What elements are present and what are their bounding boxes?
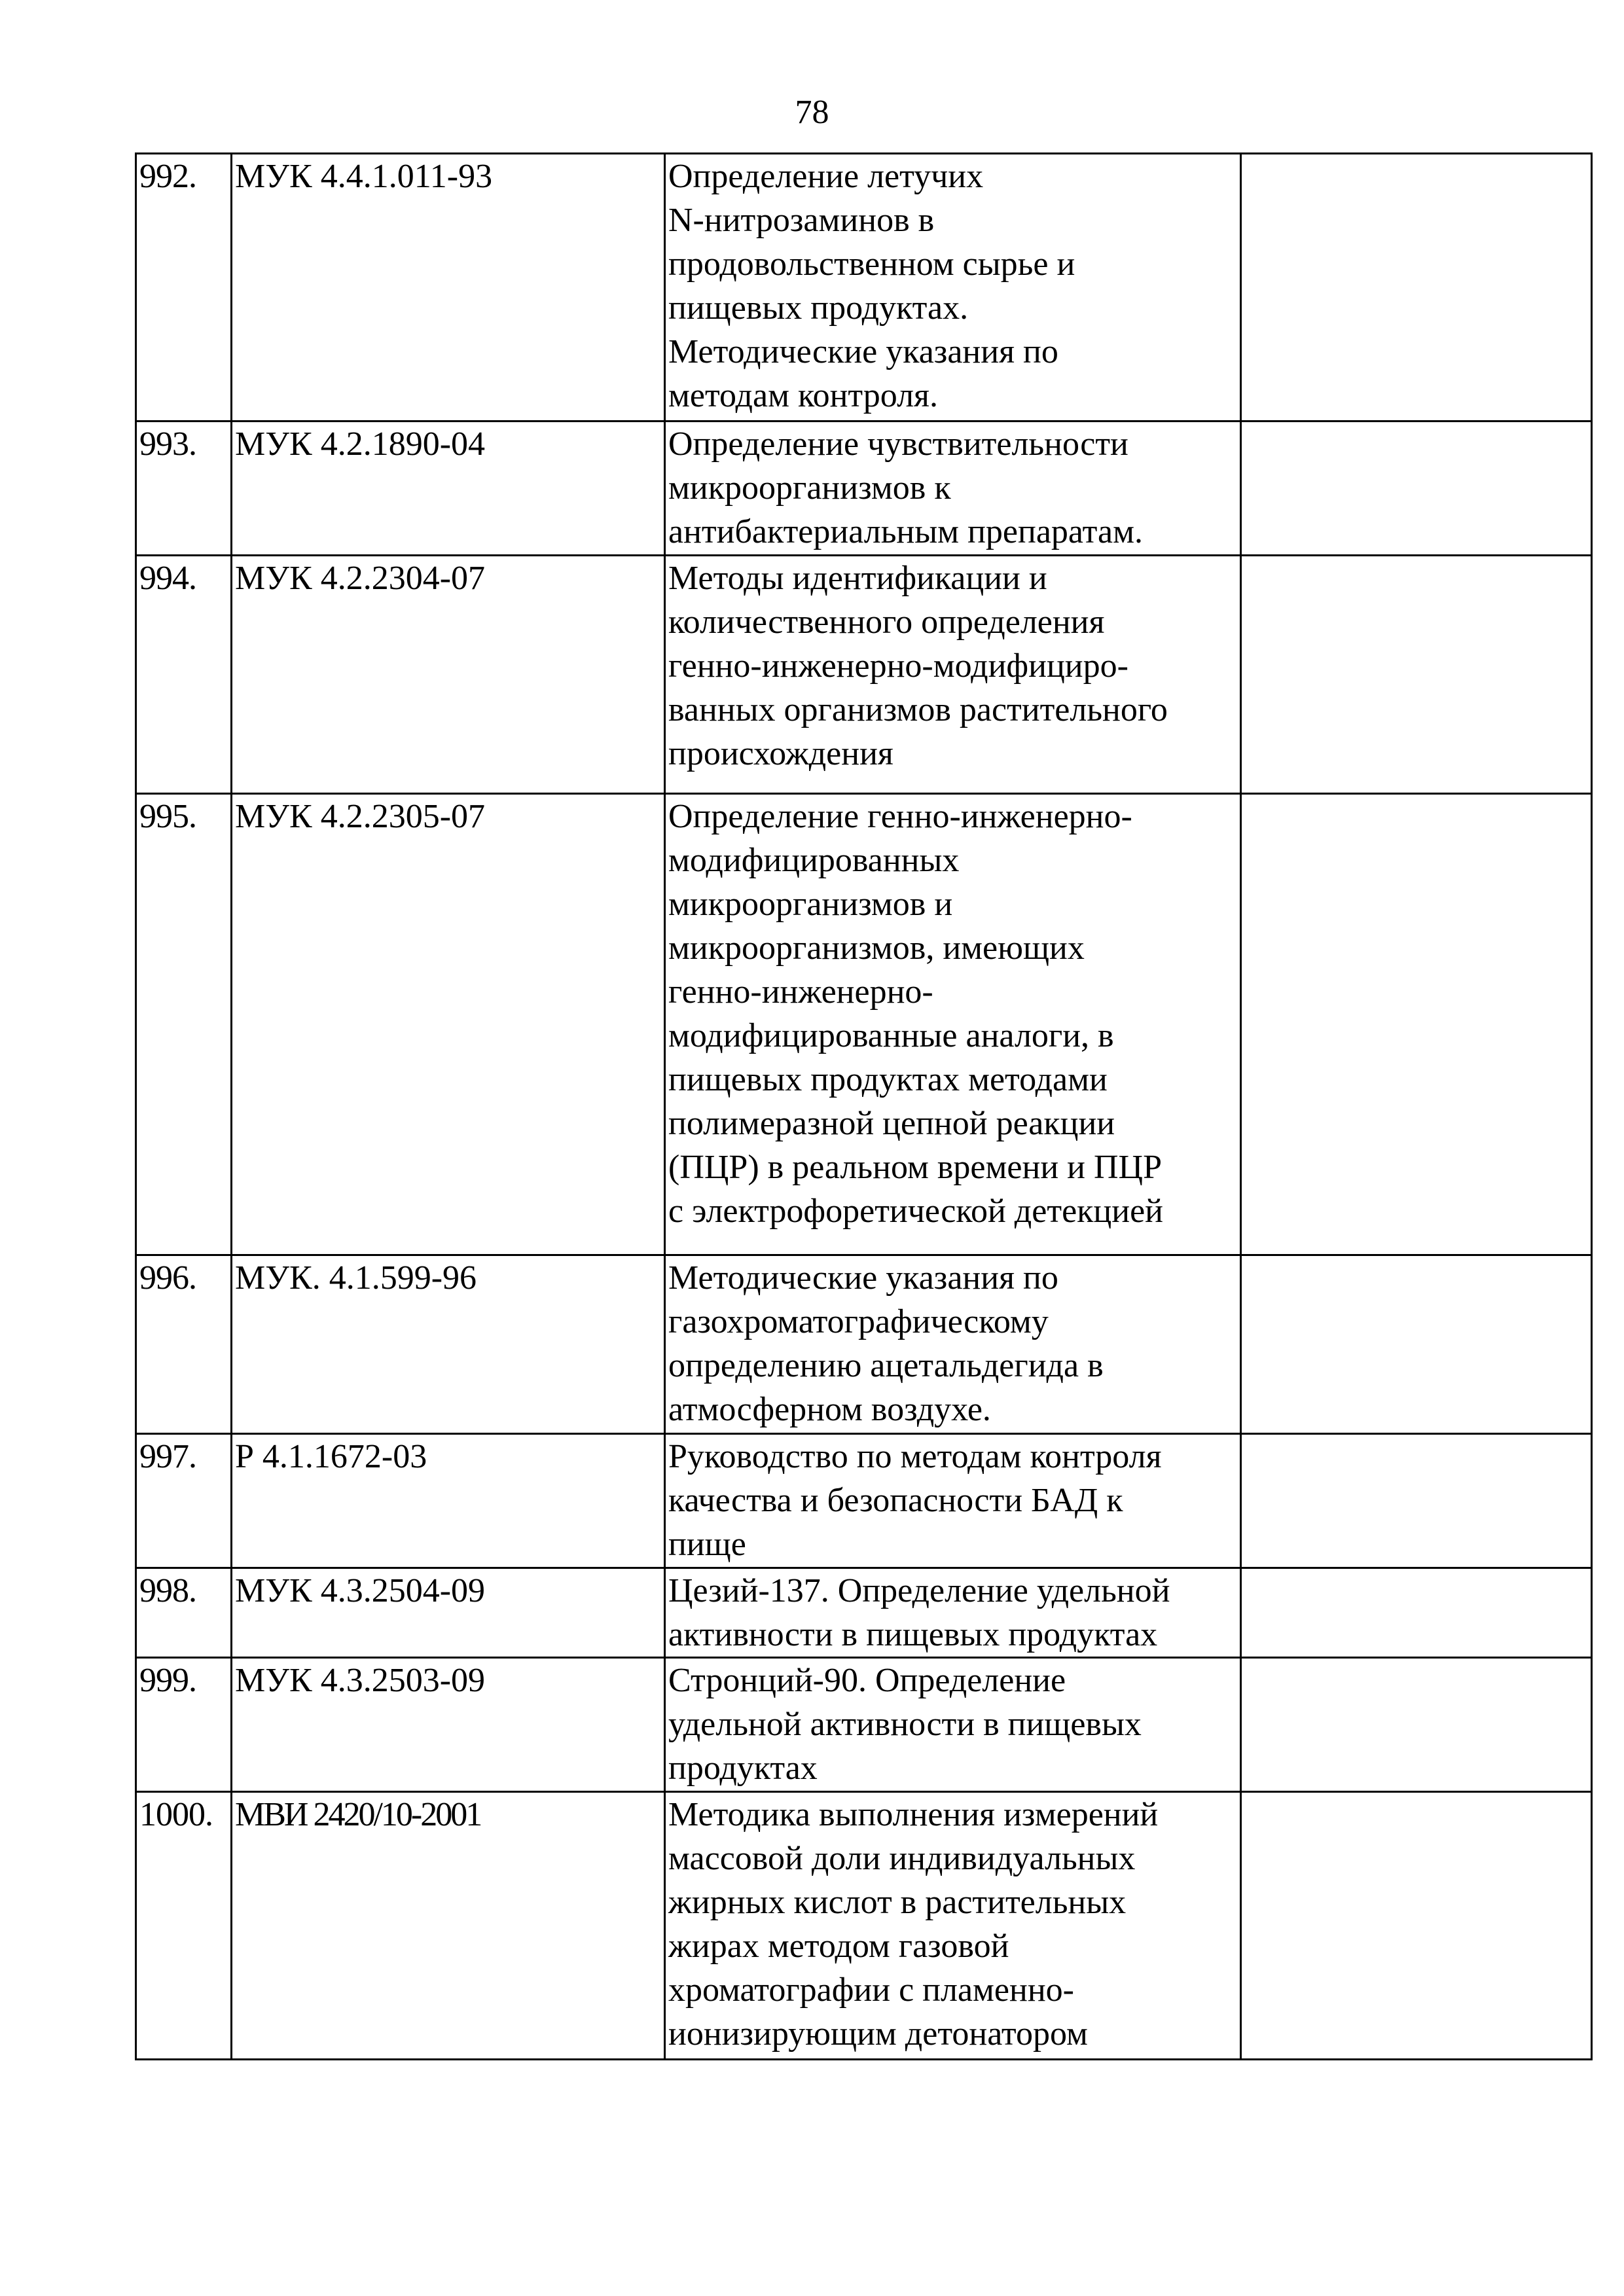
table-row bbox=[136, 1792, 1592, 2060]
document-title: Стронций-90. Определение удельной активности в пищевых продуктах bbox=[665, 1658, 1241, 1792]
document-title: Определение летучих N-нитрозаминов в продовольственном сырье и пищевых продуктах. Методические указания по методам контроля. bbox=[665, 154, 1241, 422]
note-cell bbox=[1241, 1792, 1592, 2060]
document-title: Руководство по методам контроля качества и безопасности БАД к пище bbox=[665, 1434, 1241, 1568]
row-number: 994. bbox=[136, 556, 232, 794]
document-code: МУК 4.3.2504-09 bbox=[232, 1568, 665, 1658]
note-cell bbox=[1241, 556, 1592, 794]
document-title: Определение чувствительности микроорганизмов к антибактериальным препаратам. bbox=[665, 422, 1241, 556]
row-number: 992. bbox=[136, 154, 232, 422]
note-cell bbox=[1241, 794, 1592, 1255]
regulations-table bbox=[135, 152, 1593, 2060]
document-code: МУК 4.3.2503-09 bbox=[232, 1658, 665, 1792]
document-code: МУК 4.2.1890-04 bbox=[232, 422, 665, 556]
document-code: Р 4.1.1672-03 bbox=[232, 1434, 665, 1568]
document-code: МУК 4.4.1.011-93 bbox=[232, 154, 665, 422]
row-number: 996. bbox=[136, 1255, 232, 1434]
table-row bbox=[136, 1658, 1592, 1792]
table-row bbox=[136, 794, 1592, 1255]
table-row bbox=[136, 1255, 1592, 1434]
document-title: Методика выполнения измерений массовой доли индивидуальных жирных кислот в растительных жирах методом газовой хроматографии с пламенно- ионизирующим детонатором bbox=[665, 1792, 1241, 2060]
table-row bbox=[136, 154, 1592, 422]
document-code: МУК. 4.1.599-96 bbox=[232, 1255, 665, 1434]
document-title: Методические указания по газохроматографическому определению ацетальдегида в атмосферном воздухе. bbox=[665, 1255, 1241, 1434]
row-number: 995. bbox=[136, 794, 232, 1255]
table-row bbox=[136, 1434, 1592, 1568]
note-cell bbox=[1241, 154, 1592, 422]
note-cell bbox=[1241, 1255, 1592, 1434]
page-number: 78 bbox=[795, 94, 829, 131]
table-row bbox=[136, 1568, 1592, 1658]
document-code: МУК 4.2.2304-07 bbox=[232, 556, 665, 794]
note-cell bbox=[1241, 422, 1592, 556]
document-title: Методы идентификации и количественного определения генно-инженерно-модифициро- ванных организмов растительного происхождения bbox=[665, 556, 1241, 794]
row-number: 993. bbox=[136, 422, 232, 556]
row-number: 1000. bbox=[136, 1792, 232, 2060]
document-code: МУК 4.2.2305-07 bbox=[232, 794, 665, 1255]
row-number: 997. bbox=[136, 1434, 232, 1568]
row-number: 998. bbox=[136, 1568, 232, 1658]
table-row bbox=[136, 556, 1592, 794]
document-title: Цезий-137. Определение удельной активности в пищевых продуктах bbox=[665, 1568, 1241, 1658]
note-cell bbox=[1241, 1658, 1592, 1792]
row-number: 999. bbox=[136, 1658, 232, 1792]
document-title: Определение генно-инженерно- модифицированных микроорганизмов и микроорганизмов, имеющих генно-инженерно- модифицированные аналоги, в пищевых продуктах методами полимеразной цепной реакции (ПЦР) в реальном времени и ПЦР с электрофоретической детекцией bbox=[665, 794, 1241, 1255]
document-code: МВИ 2420/10-2001 bbox=[232, 1792, 665, 2060]
note-cell bbox=[1241, 1434, 1592, 1568]
table-row bbox=[136, 422, 1592, 556]
note-cell bbox=[1241, 1568, 1592, 1658]
